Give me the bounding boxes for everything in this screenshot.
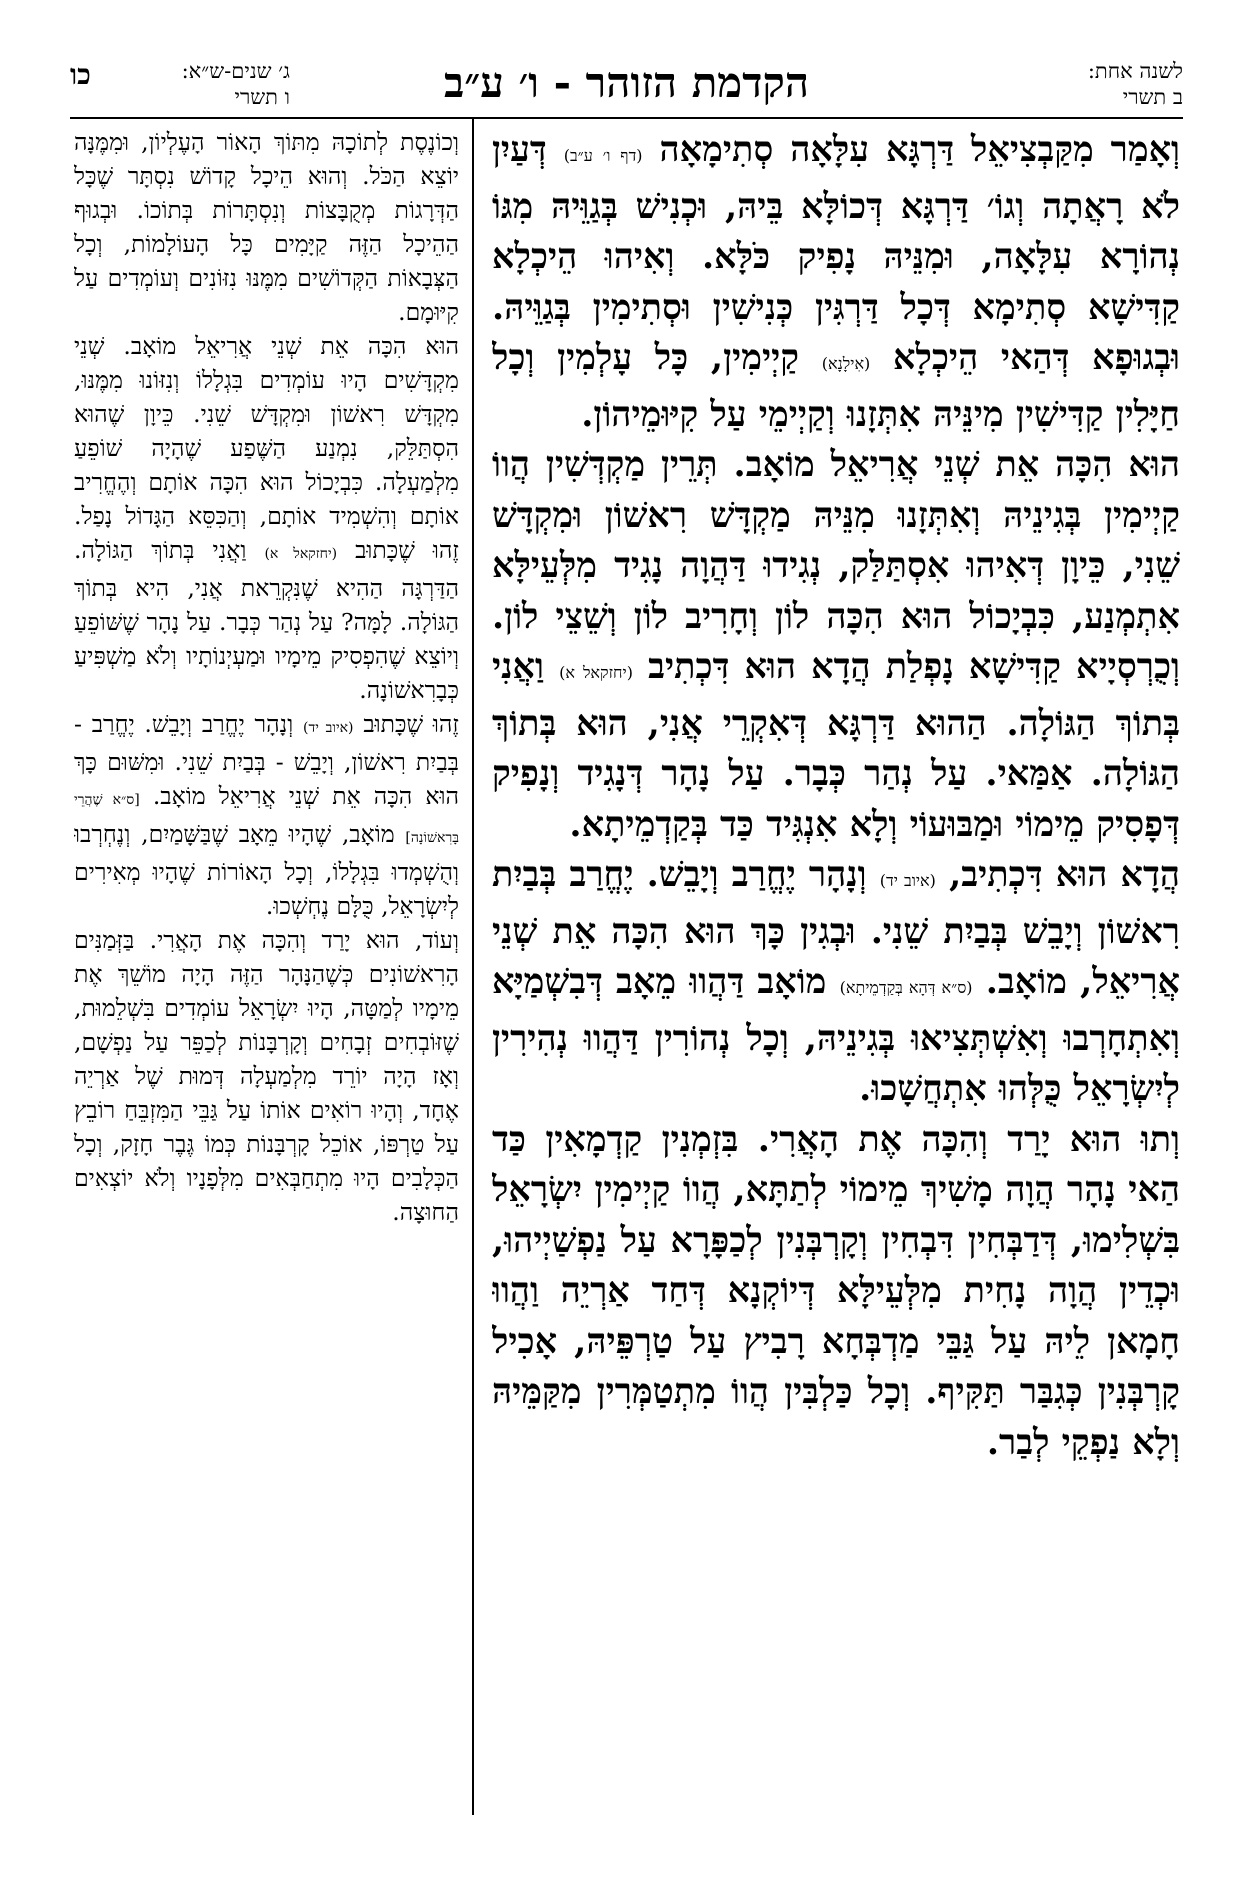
main-text: דְּעַיִן לֹא רָאֲתָה וְגוֹ׳ דַּרְגָּא דְּכוֹלָּא בֵּיהּ, וּכְנִישׁ בְּגַוֵּיהּ מִגּוֹ נְהוֹרָא עִלָּאָה, וּמִנֵּיהּ נָפִיק כֹּלָּא. וְאִיהוּ הֵיכְלָא קַדִּישָׁא סְתִימָא דְּכָל דַּרְגִּין כְּנִישִׁין וּסְתִימִין בְּגַוֵּיהּ. וּבְגוּפָא דְּהַאי הֵיכְלָא bbox=[492, 129, 1180, 378]
side-paragraph bbox=[74, 923, 459, 1229]
main-paragraph bbox=[492, 1115, 1180, 1469]
schedule-one-year bbox=[1003, 58, 1183, 110]
verse-reference: (איוב יד) bbox=[303, 720, 354, 736]
main-paragraph bbox=[492, 125, 1180, 440]
side-paragraph bbox=[74, 329, 459, 707]
main-text: וְנָהָר יֶחֱרַב וְיָבֵשׁ. יֶחֱרַב בְּבַיִת רִאשׁוֹן וְיָבֵשׁ בְּבַיִת שֵׁנִי. וּבְגִין כָּךְ הוּא הִכָּה אֵת שְׁנֵי אֲרִיאֵל, מוֹאָב. bbox=[492, 854, 1180, 1002]
side-text: וְעוֹד, הוּא יָרַד וְהִכָּה אֶת הָאֲרִי. בַּזְּמַנִּים הָרִאשׁוֹנִים כְּשֶׁהַנָּהָר הַזֶּה הָיָה מוֹשֵׁךְ אֶת מֵימָיו לְמַטָּה, הָיוּ יִשְׂרָאֵל עוֹמְדִים בִּשְׁלֵמוּת, שֶׁזּוֹבְחִים זְבָחִים וְקָרְבָּנוֹת לְכַפֵּר עַל נַפְשָׁם, וְאָז הָיָה יוֹרֵד מִלְמַעְלָה דְּמוּת שֶׁל אַרְיֵה אֶחָד, וְהָיוּ רוֹאִים אוֹתוֹ עַל גַּבֵּי הַמִּזְבֵּחַ רוֹבֵץ עַל טַרְפּוֹ, אוֹכֵל קָרְבָּנוֹת כְּמוֹ גֶּבֶר חָזָק, וְכָל הַכְּלָבִים הָיוּ מִתְחַבְּאִים מִלְּפָנָיו וְלֹא יוֹצְאִים הַחוּצָה. bbox=[74, 926, 459, 1226]
side-text: וְנָהָר יֶחֱרַב וְיָבֵשׁ. יֶחֱרַב - בְּבַיִת רִאשׁוֹן, וְיָבֵשׁ - בְּבַיִת שֵׁנִי. וּמִשּׁוּם כָּךְ הוּא הִכָּה אֵת שְׁנֵי אֲרִיאֵל מוֹאָב. bbox=[74, 710, 459, 810]
side-text: מוֹאָב, שֶׁהָיוּ מֵאָב שֶׁבַּשָּׁמַיִם, וְנֶחְרְבוּ וְהֻשְׁמְדוּ בִּגְלָלוֹ, וְכָל הָאוֹרוֹת שֶׁהָיוּ מְאִירִים לְיִשְׂרָאֵל, כֻּלָּם נֶחְשְׁכוּ. bbox=[74, 820, 459, 920]
side-text: וַאֲנִי בְּתוֹךְ הַגּוֹלָה. הַדַּרְגָּה הַהִיא שֶׁנִּקְרֵאת אֲנִי, הִיא בְּתוֹךְ הַגּוֹלָה. לָמָּה? עַל נְהַר כְּבָר. עַל נָהָר שֶׁשּׁוֹפֵעַ וְיוֹצֵא שֶׁהִפְסִיק מֵימָיו וּמַעְיְנוֹתָיו וְלֹא מַשְׁפִּיעַ כְּבָרִאשׁוֹנָה. bbox=[74, 536, 459, 704]
side-text: וְכוֹנֶסֶת לְתוֹכָהּ מִתּוֹךְ הָאוֹר הָעֶלְיוֹן, וּמִמֶּנָּה יוֹצֵא הַכֹּל. וְהוּא הֵיכָל קָדוֹשׁ נִסְתָּר שֶׁכָּל הַדְּרָגוֹת מְקֻבָּצוֹת וְנִסְתָּרוֹת בְּתוֹכוֹ. וּבְגוּף הַהֵיכָל הַזֶּה קַיָּמִים כָּל הָעוֹלָמוֹת, וְכָל הַצְּבָאוֹת הַקְּדוֹשִׁים מִמֶּנּוּ נִזּוֹנִים וְעוֹמְדִים עַל קִיּוּמָם. bbox=[74, 128, 459, 326]
variant-note: (ס״א דְּהָא בְּקַדְמֵיתָא) bbox=[839, 978, 973, 997]
main-text: הוּא הִכָּה אֵת שְׁנֵי אֲרִיאֵל מוֹאָב. תְּרֵין מַקְדְּשִׁין הֲווֹ קַיְימִין בְּגִינֵיהּ וְאִתְּזָנוּ מִנֵּיהּ מַקְדָּשׁ רִאשׁוֹן וּמִקְדָּשׁ שֵׁנִי, כֵּיוָן דְּאִיהוּ אִסְתַּלַּק, נְגִידוּ דַּהֲוָה נָגִיד מִלְּעֵילָּא אִתְמְנַע, כִּבְיָכוֹל הוּא הִכָּה לוֹן וְחָרִיב לוֹן וְשֵׁצֵי לוֹן. וְכֻרְסְיָיא קַדִּישָׁא נָפְלַת הֲדָא הוּא דִּכְתִיב bbox=[492, 444, 1180, 687]
schedule-one-year-date: ב תשרי bbox=[1122, 85, 1183, 109]
side-paragraph bbox=[74, 125, 459, 329]
aramaic-column bbox=[492, 125, 1180, 1825]
header-divider bbox=[70, 117, 1183, 119]
main-paragraph bbox=[492, 850, 1180, 1115]
side-text: הוּא הִכָּה אֵת שְׁנֵי אֲרִיאֵל מוֹאָב. שְׁנֵי מִקְדָּשִׁים הָיוּ עוֹמְדִים בִּגְלָלוֹ וְנִזּוֹנוּ מִמֶּנּוּ, מִקְדָּשׁ רִאשׁוֹן וּמִקְדָּשׁ שֵׁנִי. כֵּיוָן שֶׁהוּא הִסְתַּלֵּק, נִמְנַע הַשֶּׁפַע שֶׁהָיָה שׁוֹפֵעַ מִלְמַעְלָה. כִּבְיָכוֹל הוּא הִכָּה אוֹתָם וְהֶחֱרִיב אוֹתָם וְהִשְׁמִיד אוֹתָם, וְהַכִּסֵּא הַגָּדוֹל נָפַל. זֶהוּ שֶׁכָּתוּב bbox=[74, 332, 459, 564]
variant-note: [ס״א שֶׁהֲרֵי בָּרִאשׁוֹנָה] bbox=[74, 792, 459, 846]
side-paragraph bbox=[74, 707, 459, 923]
main-text: וְתוּ הוּא יָרַד וְהִכָּה אֶת הָאֲרִי. בִּזְמְנִין קַדְמָאִין כַּד הַאי נָהָר הֲוָה מָשִׁיךְ מֵימוֹי לְתַתָּא, הֲווֹ קַיְימִין יִשְׂרָאֵל בִּשְׁלִימוּ, דְּדַבְּחִין דִּבְחִין וְקָרְבְּנִין לְכַפָּרָא עַל נַפְשַׁיְיהוּ, וּכְדֵין הֲוָה נָחִית מִלְּעֵילָּא דְּיוֹקְנָא דְּחַד אַרְיֵה וַהֲווּ חָמָאן לֵיהּ עַל גַּבֵּי מַדְבְּחָא רָבִיץ עַל טַרְפֵּיהּ, אָכִיל קָרְבְּנִין כְּגִבַּר תַּקִּיף. וְכָל כַּלְבִּין הֲווֹ מִתְטַמְּרִין מִקַּמֵּיהּ וְלָא נַפְקֵי לְבַר. bbox=[492, 1118, 1180, 1463]
schedule-three-years bbox=[110, 58, 290, 110]
hebrew-translation-column bbox=[74, 125, 459, 1825]
main-text: הֲדָא הוּא דִּכְתִיב, bbox=[949, 854, 1180, 895]
column-divider bbox=[472, 119, 474, 1815]
variant-note: (אִילָנָא) bbox=[821, 354, 871, 373]
schedule-one-year-label: לשנה אחת: bbox=[1087, 59, 1183, 83]
side-text: זֶהוּ שֶׁכָּתוּב bbox=[363, 710, 459, 738]
schedule-three-years-date: ו תשרי bbox=[234, 85, 290, 109]
schedule-three-years-label: ג׳ שנים-ש״א: bbox=[181, 59, 290, 83]
page-header bbox=[70, 52, 1183, 118]
main-paragraph bbox=[492, 440, 1180, 850]
page-reference: (דף ו׳ ע״ב) bbox=[563, 146, 643, 165]
verse-reference: (איוב יד) bbox=[879, 871, 936, 890]
verse-reference: (יחזקאל א) bbox=[559, 663, 633, 682]
main-text: קַיְימִין, כָּל עָלְמִין וְכָל חַיָּלִין קַדִּישִׁין מִינֵּיהּ אִתְּזָנוּ וְקַיְימֵי עַל קִיּוּמֵיהוֹן. bbox=[492, 337, 1180, 435]
page-title: הקדמת הזוהר - ו׳ ע״ב bbox=[443, 58, 810, 107]
main-text: וְאָמַר מִקַּבְצִיאֵל דַּרְגָּא עִלָּאָה סְתִימָאָה bbox=[659, 129, 1180, 170]
verse-reference: (יחזקאל א) bbox=[264, 546, 338, 562]
page-number: כו bbox=[70, 58, 91, 91]
main-text: מוֹאָב דַּהֲווּ מֵאָב דְּבִשְׁמַיָּא וְאִתְחָרְבוּ וְאִשְׁתְּצִיאוּ בְּגִינֵיהּ, וְכָל נְהוֹרִין דַּהֲווּ נְהִירִין לְיִשְׂרָאֵל כֻּלְּהוּ אִתְחֲשָׁכוּ. bbox=[492, 961, 1180, 1109]
main-text: וַאֲנִי בְּתוֹךְ הַגּוֹלָה. הַהוּא דַּרְגָּא דְּאִקְרֵי אֲנִי, הוּא בְּתוֹךְ הַגּוֹלָה. אַמַּאי. עַל נְהַר כְּבָר. עַל נָהָר דְּנָגִיד וְנָפִיק דְּפָסִיק מֵימוֹי וּמַבּוּעוֹי וְלָא אִנְגִּיד כַּד בְּקַדְמֵיתָא. bbox=[492, 646, 1180, 845]
